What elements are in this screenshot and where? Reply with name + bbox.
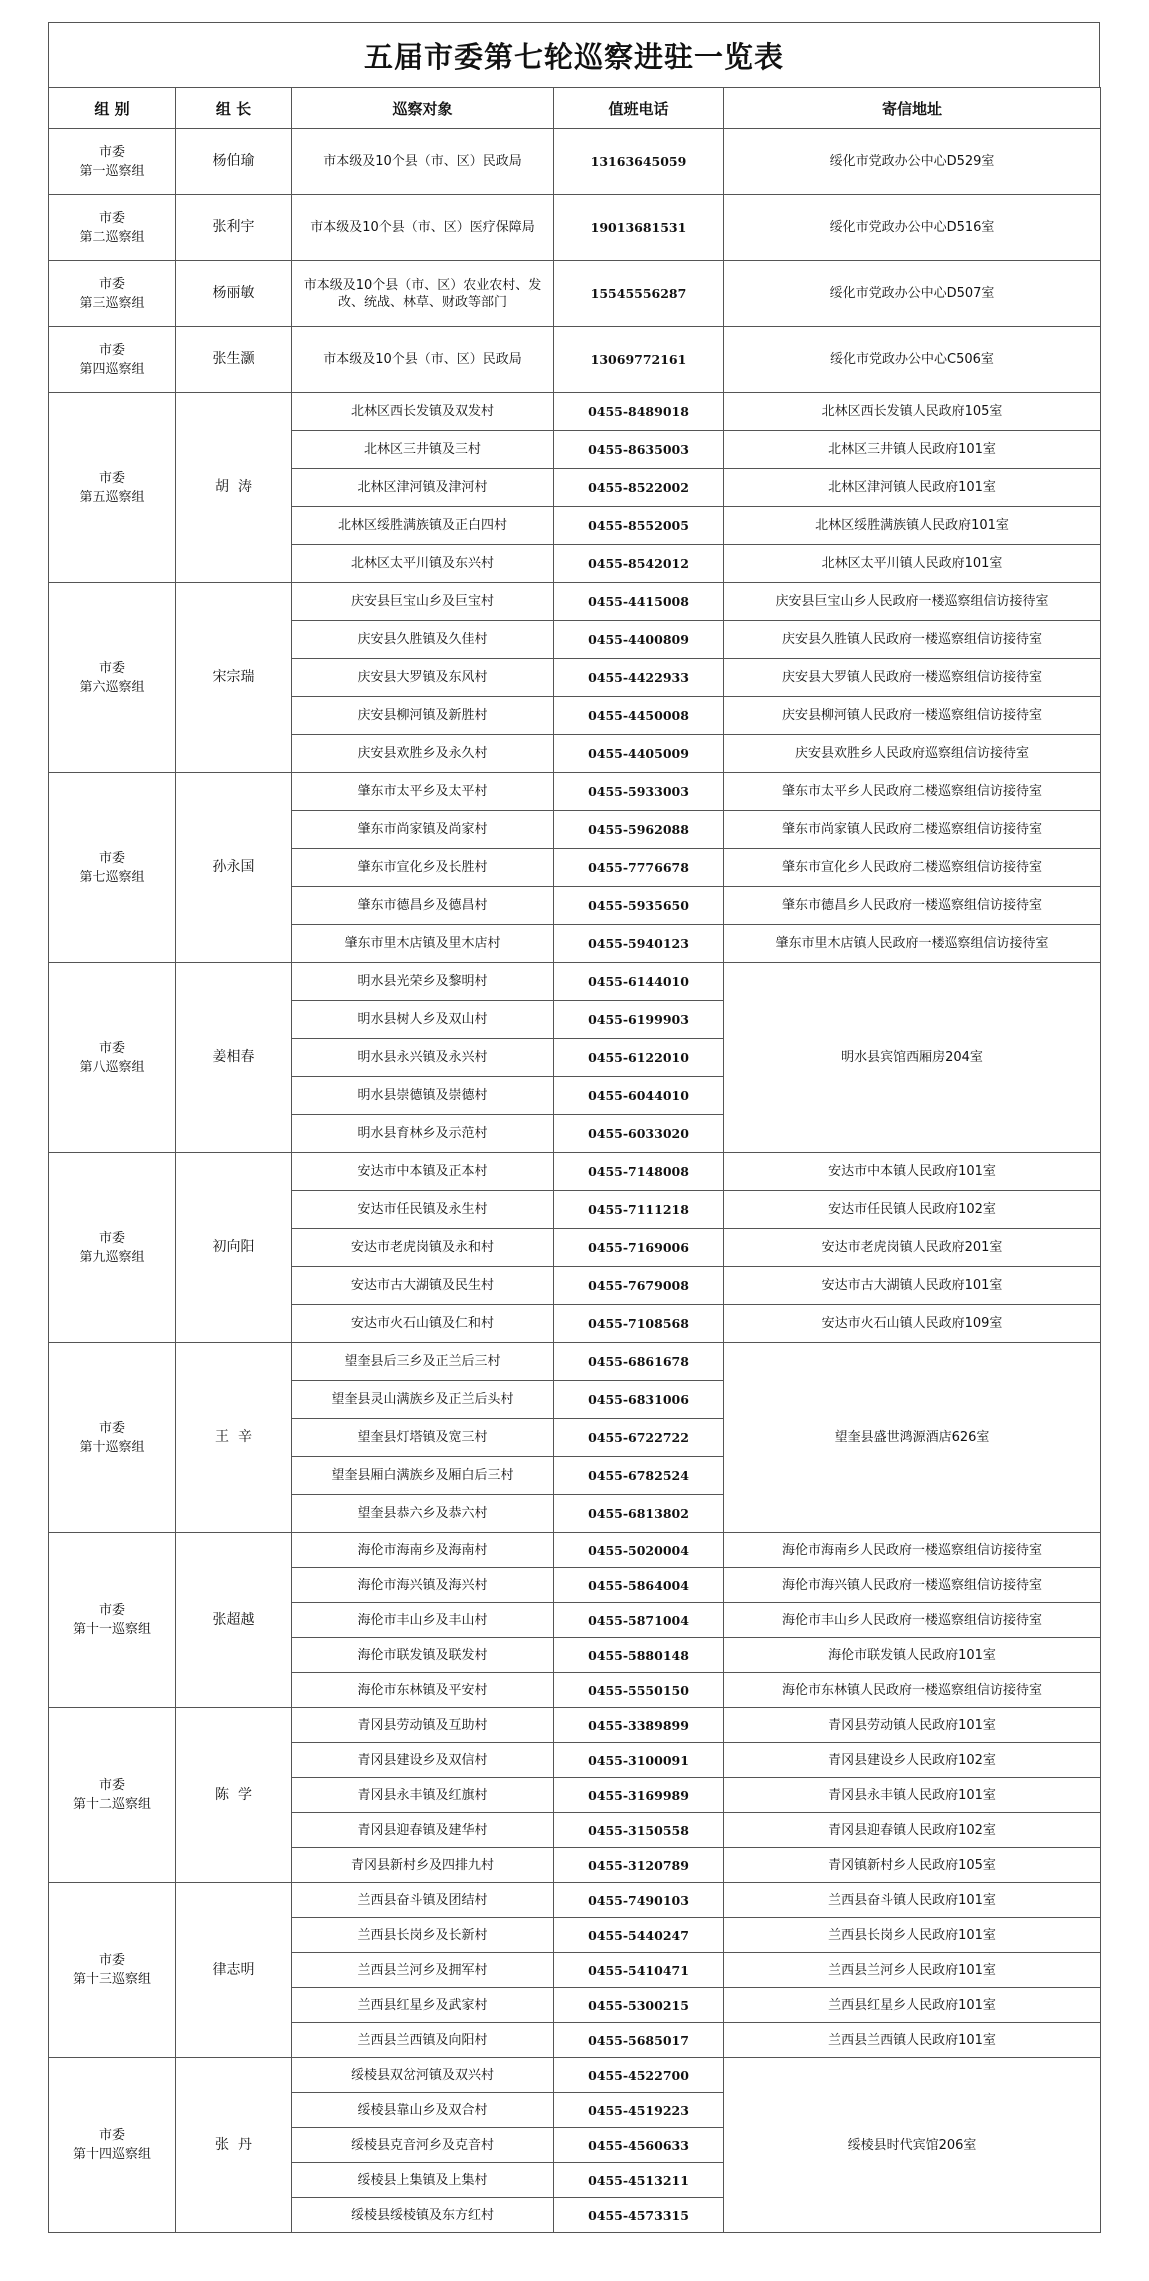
address-cell: 北林区西长发镇人民政府105室 [724, 393, 1101, 431]
target-cell: 兰西县兰西镇及向阳村 [292, 2023, 554, 2058]
target-cell: 明水县光荣乡及黎明村 [292, 963, 554, 1001]
phone-cell: 0455-7776678 [554, 849, 724, 887]
phone-cell: 0455-7111218 [554, 1191, 724, 1229]
target-cell: 青冈县劳动镇及互助村 [292, 1708, 554, 1743]
phone-cell: 0455-5935650 [554, 887, 724, 925]
group-label-line1: 市委 [98, 660, 125, 676]
phone-cell: 0455-8489018 [554, 393, 724, 431]
target-cell: 市本级及10个县（市、区）医疗保障局 [292, 195, 554, 261]
group-cell [49, 1708, 176, 1883]
phone-cell: 0455-6199903 [554, 1001, 724, 1039]
phone-cell: 0455-4405009 [554, 735, 724, 773]
phone-cell: 0455-7148008 [554, 1153, 724, 1191]
address-cell: 安达市火石山镇人民政府109室 [724, 1305, 1101, 1343]
address-cell: 庆安县大罗镇人民政府一楼巡察组信访接待室 [724, 659, 1101, 697]
address-cell: 绥化市党政办公中心D507室 [724, 261, 1101, 327]
phone-cell: 0455-3100091 [554, 1743, 724, 1778]
phone-cell: 0455-3150558 [554, 1813, 724, 1848]
table-row [49, 583, 1101, 621]
phone-cell: 0455-6722722 [554, 1419, 724, 1457]
target-cell: 北林区西长发镇及双发村 [292, 393, 554, 431]
address-cell: 望奎县盛世鸿源酒店626室 [724, 1343, 1101, 1533]
phone-cell: 0455-5300215 [554, 1988, 724, 2023]
leader-cell: 初向阳 [176, 1153, 292, 1343]
leader-cell: 杨丽敏 [176, 261, 292, 327]
target-cell: 庆安县柳河镇及新胜村 [292, 697, 554, 735]
phone-cell: 0455-6044010 [554, 1077, 724, 1115]
leader-cell: 张生灏 [176, 327, 292, 393]
address-cell: 海伦市海南乡人民政府一楼巡察组信访接待室 [724, 1533, 1101, 1568]
table-row [49, 1883, 1101, 1918]
address-cell: 肇东市宣化乡人民政府二楼巡察组信访接待室 [724, 849, 1101, 887]
header-address: 寄信地址 [724, 88, 1101, 129]
target-cell: 肇东市太平乡及太平村 [292, 773, 554, 811]
leader-cell: 杨伯瑜 [176, 129, 292, 195]
header-phone: 值班电话 [554, 88, 724, 129]
group-cell [49, 261, 176, 327]
group-label-line2: 第十四巡察组 [72, 2147, 151, 2162]
address-cell: 肇东市太平乡人民政府二楼巡察组信访接待室 [724, 773, 1101, 811]
address-cell: 兰西县兰河乡人民政府101室 [724, 1953, 1101, 1988]
group-cell [49, 195, 176, 261]
address-cell: 安达市任民镇人民政府102室 [724, 1191, 1101, 1229]
target-cell: 北林区三井镇及三村 [292, 431, 554, 469]
group-cell [49, 583, 176, 773]
phone-cell: 0455-5962088 [554, 811, 724, 849]
target-cell: 青冈县永丰镇及红旗村 [292, 1778, 554, 1813]
target-cell: 安达市任民镇及永生村 [292, 1191, 554, 1229]
phone-cell: 0455-4415008 [554, 583, 724, 621]
target-cell: 明水县树人乡及双山村 [292, 1001, 554, 1039]
phone-cell: 0455-6782524 [554, 1457, 724, 1495]
phone-cell: 0455-4573315 [554, 2198, 724, 2233]
address-cell: 肇东市德昌乡人民政府一楼巡察组信访接待室 [724, 887, 1101, 925]
target-cell: 青冈县建设乡及双信村 [292, 1743, 554, 1778]
phone-cell: 0455-7108568 [554, 1305, 724, 1343]
target-cell: 望奎县后三乡及正兰后三村 [292, 1343, 554, 1381]
leader-cell: 张超越 [176, 1533, 292, 1708]
phone-cell: 0455-8522002 [554, 469, 724, 507]
group-cell [49, 963, 176, 1153]
phone-cell: 0455-5864004 [554, 1568, 724, 1603]
target-cell: 望奎县灯塔镇及宽三村 [292, 1419, 554, 1457]
table-row [49, 1343, 1101, 1381]
roster-sheet [48, 22, 1100, 2233]
group-label-line2: 第二巡察组 [79, 229, 145, 245]
group-label-line1: 市委 [98, 1420, 125, 1436]
group-cell [49, 773, 176, 963]
address-cell: 安达市古大湖镇人民政府101室 [724, 1267, 1101, 1305]
target-cell: 望奎县恭六乡及恭六村 [292, 1495, 554, 1533]
group-label-line2: 第十一巡察组 [72, 1622, 151, 1637]
address-cell: 庆安县欢胜乡人民政府巡察组信访接待室 [724, 735, 1101, 773]
table-row [49, 2058, 1101, 2093]
table-row [49, 963, 1101, 1001]
target-cell: 兰西县兰河乡及拥军村 [292, 1953, 554, 1988]
phone-cell: 0455-5685017 [554, 2023, 724, 2058]
header-group: 组 别 [49, 88, 176, 129]
phone-cell: 0455-4400809 [554, 621, 724, 659]
address-cell: 北林区太平川镇人民政府101室 [724, 545, 1101, 583]
phone-cell: 0455-6144010 [554, 963, 724, 1001]
address-cell: 兰西县红星乡人民政府101室 [724, 1988, 1101, 2023]
phone-cell: 0455-8552005 [554, 507, 724, 545]
group-label-line2: 第九巡察组 [79, 1249, 145, 1265]
phone-cell: 0455-5940123 [554, 925, 724, 963]
header-target: 巡察对象 [292, 88, 554, 129]
table-row [49, 129, 1101, 195]
address-cell: 绥化市党政办公中心D529室 [724, 129, 1101, 195]
phone-cell: 0455-8635003 [554, 431, 724, 469]
group-label-line1: 市委 [98, 276, 125, 292]
phone-cell: 0455-8542012 [554, 545, 724, 583]
target-cell: 庆安县欢胜乡及永久村 [292, 735, 554, 773]
target-cell: 安达市古大湖镇及民生村 [292, 1267, 554, 1305]
phone-cell: 0455-6122010 [554, 1039, 724, 1077]
target-cell: 绥棱县克音河乡及克音村 [292, 2128, 554, 2163]
target-cell: 青冈县迎春镇及建华村 [292, 1813, 554, 1848]
target-cell: 海伦市联发镇及联发村 [292, 1638, 554, 1673]
target-cell: 绥棱县上集镇及上集村 [292, 2163, 554, 2198]
address-cell: 安达市老虎岗镇人民政府201室 [724, 1229, 1101, 1267]
group-label-line2: 第八巡察组 [79, 1059, 145, 1075]
phone-cell: 19013681531 [554, 195, 724, 261]
page-title: 五届市委第七轮巡察进驻一览表 [363, 39, 784, 74]
target-cell: 安达市老虎岗镇及永和村 [292, 1229, 554, 1267]
phone-cell: 0455-5871004 [554, 1603, 724, 1638]
address-cell: 兰西县长岗乡人民政府101室 [724, 1918, 1101, 1953]
phone-cell: 0455-4450008 [554, 697, 724, 735]
target-cell: 海伦市丰山乡及丰山村 [292, 1603, 554, 1638]
phone-cell: 0455-3169989 [554, 1778, 724, 1813]
group-cell [49, 1153, 176, 1343]
leader-cell: 律志明 [176, 1883, 292, 2058]
target-cell: 庆安县巨宝山乡及巨宝村 [292, 583, 554, 621]
target-cell: 绥棱县靠山乡及双合村 [292, 2093, 554, 2128]
target-cell: 望奎县灵山满族乡及正兰后头村 [292, 1381, 554, 1419]
target-cell: 市本级及10个县（市、区）民政局 [292, 327, 554, 393]
group-cell [49, 1883, 176, 2058]
address-cell: 北林区三井镇人民政府101室 [724, 431, 1101, 469]
group-label-line1: 市委 [98, 1778, 125, 1793]
group-label-line2: 第三巡察组 [79, 295, 145, 311]
address-cell: 海伦市丰山乡人民政府一楼巡察组信访接待室 [724, 1603, 1101, 1638]
address-cell: 庆安县柳河镇人民政府一楼巡察组信访接待室 [724, 697, 1101, 735]
address-cell: 海伦市联发镇人民政府101室 [724, 1638, 1101, 1673]
target-cell: 市本级及10个县（市、区）民政局 [292, 129, 554, 195]
group-label-line2: 第十巡察组 [79, 1439, 145, 1455]
address-cell: 青冈镇新村乡人民政府105室 [724, 1848, 1101, 1883]
target-cell: 海伦市东林镇及平安村 [292, 1673, 554, 1708]
address-cell: 肇东市尚家镇人民政府二楼巡察组信访接待室 [724, 811, 1101, 849]
phone-cell: 13069772161 [554, 327, 724, 393]
target-cell: 安达市火石山镇及仁和村 [292, 1305, 554, 1343]
target-cell: 肇东市宣化乡及长胜村 [292, 849, 554, 887]
phone-cell: 0455-4560633 [554, 2128, 724, 2163]
group-label-line2: 第十二巡察组 [72, 1797, 151, 1812]
target-cell: 绥棱县双岔河镇及双兴村 [292, 2058, 554, 2093]
phone-cell: 0455-5440247 [554, 1918, 724, 1953]
group-cell [49, 1343, 176, 1533]
phone-cell: 0455-6861678 [554, 1343, 724, 1381]
phone-cell: 0455-5550150 [554, 1673, 724, 1708]
target-cell: 安达市中本镇及正本村 [292, 1153, 554, 1191]
group-label-line2: 第一巡察组 [79, 163, 145, 179]
target-cell: 绥棱县绥棱镇及东方红村 [292, 2198, 554, 2233]
table-row [49, 773, 1101, 811]
address-cell: 青冈县迎春镇人民政府102室 [724, 1813, 1101, 1848]
phone-cell: 0455-5880148 [554, 1638, 724, 1673]
roster-table [48, 87, 1101, 2233]
table-row [49, 1533, 1101, 1568]
phone-cell: 0455-4513211 [554, 2163, 724, 2198]
group-label-line1: 市委 [98, 144, 125, 160]
address-cell: 青冈县建设乡人民政府102室 [724, 1743, 1101, 1778]
phone-cell: 15545556287 [554, 261, 724, 327]
target-cell: 海伦市海兴镇及海兴村 [292, 1568, 554, 1603]
group-label-line1: 市委 [98, 1953, 125, 1968]
address-cell: 肇东市里木店镇人民政府一楼巡察组信访接待室 [724, 925, 1101, 963]
header-leader: 组 长 [176, 88, 292, 129]
group-label-line1: 市委 [98, 470, 125, 486]
leader-cell: 姜相春 [176, 963, 292, 1153]
target-cell: 北林区津河镇及津河村 [292, 469, 554, 507]
table-row [49, 393, 1101, 431]
address-cell: 青冈县劳动镇人民政府101室 [724, 1708, 1101, 1743]
target-cell: 北林区绥胜满族镇及正白四村 [292, 507, 554, 545]
phone-cell: 0455-6813802 [554, 1495, 724, 1533]
phone-cell: 0455-3389899 [554, 1708, 724, 1743]
group-cell [49, 129, 176, 195]
target-cell: 兰西县红星乡及武家村 [292, 1988, 554, 2023]
target-cell: 望奎县厢白满族乡及厢白后三村 [292, 1457, 554, 1495]
target-cell: 兰西县长岗乡及长新村 [292, 1918, 554, 1953]
target-cell: 海伦市海南乡及海南村 [292, 1533, 554, 1568]
target-cell: 青冈县新村乡及四排九村 [292, 1848, 554, 1883]
roster-body [49, 129, 1101, 2233]
leader-cell: 孙永国 [176, 773, 292, 963]
group-cell [49, 2058, 176, 2233]
group-label-line2: 第十三巡察组 [72, 1972, 151, 1987]
address-cell: 绥化市党政办公中心D516室 [724, 195, 1101, 261]
address-cell: 绥化市党政办公中心C506室 [724, 327, 1101, 393]
target-cell: 肇东市尚家镇及尚家村 [292, 811, 554, 849]
phone-cell: 0455-7169006 [554, 1229, 724, 1267]
target-cell: 明水县崇德镇及崇德村 [292, 1077, 554, 1115]
group-cell [49, 393, 176, 583]
phone-cell: 0455-5933003 [554, 773, 724, 811]
group-label-line1: 市委 [98, 2128, 125, 2143]
target-cell: 庆安县久胜镇及久佳村 [292, 621, 554, 659]
address-cell: 庆安县久胜镇人民政府一楼巡察组信访接待室 [724, 621, 1101, 659]
target-cell: 明水县永兴镇及永兴村 [292, 1039, 554, 1077]
address-cell: 庆安县巨宝山乡人民政府一楼巡察组信访接待室 [724, 583, 1101, 621]
address-cell: 北林区绥胜满族镇人民政府101室 [724, 507, 1101, 545]
leader-cell: 陈 学 [176, 1708, 292, 1883]
group-label-line2: 第四巡察组 [79, 361, 145, 377]
phone-cell: 0455-5410471 [554, 1953, 724, 1988]
group-label-line2: 第六巡察组 [79, 679, 145, 695]
address-cell: 青冈县永丰镇人民政府101室 [724, 1778, 1101, 1813]
group-label-line2: 第七巡察组 [79, 869, 145, 885]
address-cell: 绥棱县时代宾馆206室 [724, 2058, 1101, 2233]
group-label-line2: 第五巡察组 [79, 489, 145, 505]
phone-cell: 13163645059 [554, 129, 724, 195]
group-label-line1: 市委 [98, 342, 125, 358]
phone-cell: 0455-5020004 [554, 1533, 724, 1568]
phone-cell: 0455-6831006 [554, 1381, 724, 1419]
phone-cell: 0455-6033020 [554, 1115, 724, 1153]
address-cell: 北林区津河镇人民政府101室 [724, 469, 1101, 507]
table-row [49, 195, 1101, 261]
address-cell: 明水县宾馆西厢房204室 [724, 963, 1101, 1153]
table-row [49, 1708, 1101, 1743]
target-cell: 兰西县奋斗镇及团结村 [292, 1883, 554, 1918]
title-box [48, 22, 1100, 87]
leader-cell: 胡 涛 [176, 393, 292, 583]
leader-cell: 张利宇 [176, 195, 292, 261]
group-label-line1: 市委 [98, 210, 125, 226]
target-cell: 肇东市德昌乡及德昌村 [292, 887, 554, 925]
table-row [49, 1153, 1101, 1191]
target-cell: 肇东市里木店镇及里木店村 [292, 925, 554, 963]
target-cell: 明水县育林乡及示范村 [292, 1115, 554, 1153]
table-row [49, 261, 1101, 327]
phone-cell: 0455-3120789 [554, 1848, 724, 1883]
group-label-line1: 市委 [98, 850, 125, 866]
group-cell [49, 1533, 176, 1708]
target-cell: 北林区太平川镇及东兴村 [292, 545, 554, 583]
table-row [49, 327, 1101, 393]
phone-cell: 0455-4522700 [554, 2058, 724, 2093]
phone-cell: 0455-7490103 [554, 1883, 724, 1918]
address-cell: 海伦市海兴镇人民政府一楼巡察组信访接待室 [724, 1568, 1101, 1603]
phone-cell: 0455-7679008 [554, 1267, 724, 1305]
target-cell: 庆安县大罗镇及东风村 [292, 659, 554, 697]
group-label-line1: 市委 [98, 1603, 125, 1618]
phone-cell: 0455-4422933 [554, 659, 724, 697]
phone-cell: 0455-4519223 [554, 2093, 724, 2128]
header-row [49, 88, 1101, 129]
leader-cell: 张 丹 [176, 2058, 292, 2233]
group-label-line1: 市委 [98, 1230, 125, 1246]
address-cell: 兰西县奋斗镇人民政府101室 [724, 1883, 1101, 1918]
address-cell: 安达市中本镇人民政府101室 [724, 1153, 1101, 1191]
group-cell [49, 327, 176, 393]
target-cell: 市本级及10个县（市、区）农业农村、发改、统战、林草、财政等部门 [292, 261, 554, 327]
leader-cell: 宋宗瑞 [176, 583, 292, 773]
group-label-line1: 市委 [98, 1040, 125, 1056]
leader-cell: 王 辛 [176, 1343, 292, 1533]
address-cell: 海伦市东林镇人民政府一楼巡察组信访接待室 [724, 1673, 1101, 1708]
address-cell: 兰西县兰西镇人民政府101室 [724, 2023, 1101, 2058]
